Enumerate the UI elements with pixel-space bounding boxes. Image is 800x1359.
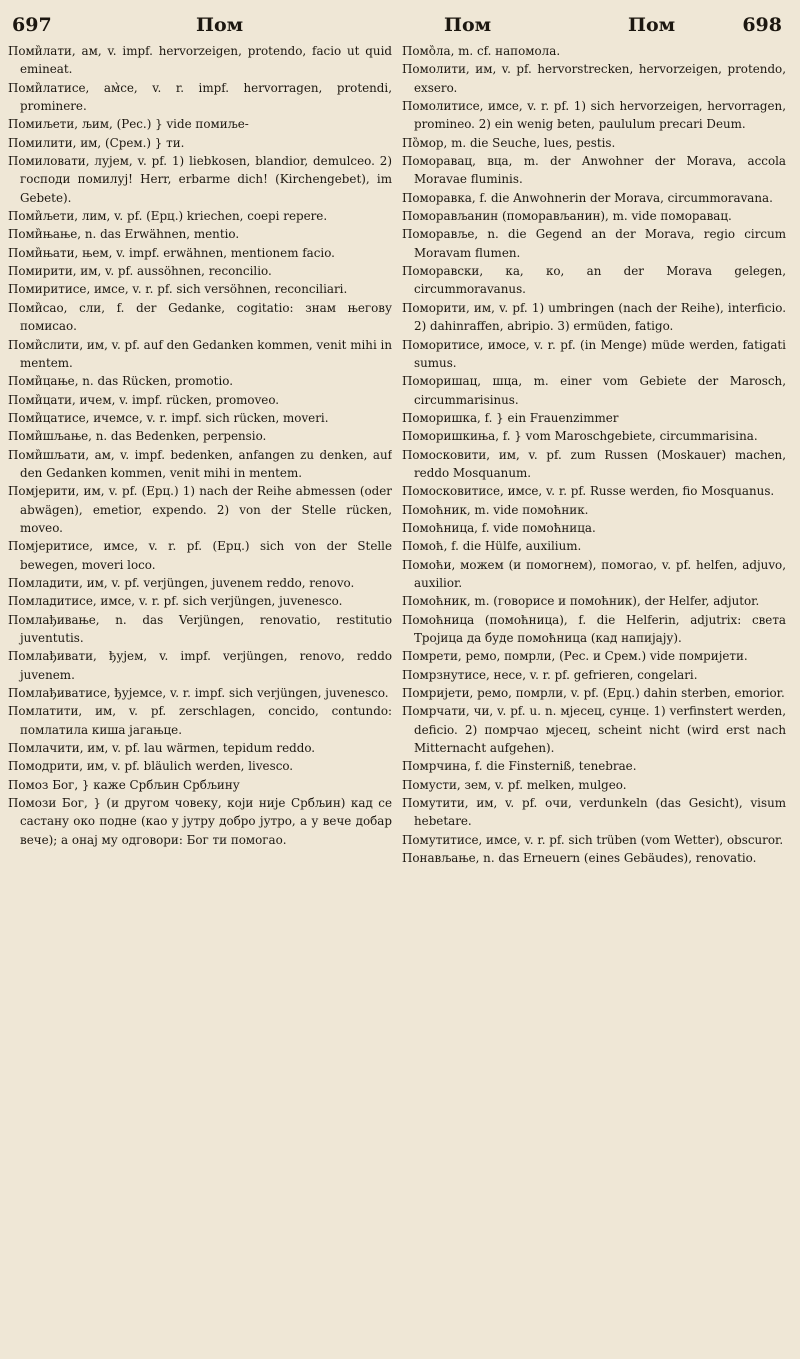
dictionary-entry: По̏мор, m. die Seuche, lues, pestis. (402, 135, 616, 150)
dictionary-entry: Понављање, n. das Erneuern (eines Gebäudes), renovatio. (402, 851, 757, 866)
dictionary-entry: Помоћ, f. die Hülfe, auxilium. (402, 539, 582, 554)
dictionary-entry: Поми̏цање, n. das Rücken, promotio. (8, 374, 233, 389)
dictionary-entry: Поморитисе, имосе, v. r. pf. (in Menge) müde werden, fatigati sumus. (402, 337, 786, 370)
dictionary-entry: Помодрити, им, v. pf. bläulich werden, livesco. (8, 759, 294, 774)
dictionary-entry: Помилити, им, (Срем.) } ти. (8, 135, 185, 150)
dictionary-entry: Поми̏лати, ам, v. impf. hervorzeigen, protendo, facio ut quid emineat. (8, 44, 392, 77)
dictionary-entry: Помлатити, им, v. pf. zerschlagen, concido, contundo: помлатила киша јагањце. (8, 704, 392, 737)
dictionary-entry: Помолитисе, имсе, v. r. pf. 1) sich hervorzeigen, hervorragen, promineo. 2) ein wenig beten, paululum precari Deum. (402, 99, 786, 132)
dictionary-entry: Помо̏ла, m. cf. напомола. (402, 44, 561, 58)
dictionary-entry: Поморавац, вца, m. der Anwohner der Morava, accola Moravae fluminis. (402, 154, 786, 187)
dictionary-entry: Помусти, зем, v. pf. melken, mulgeo. (402, 777, 627, 792)
dictionary-entry: Помоћница (помоћница), f. die Helferin, adjutrix: света Тројица да буде помоћница (кад напијају). (402, 612, 786, 645)
dictionary-entry: Помиритисе, имсе, v. r. pf. sich versöhnen, reconciliari. (8, 282, 348, 297)
dictionary-entry: Помријети, ремо, помрли, v. pf. (Ерц.) dahin sterben, emorior. (402, 686, 785, 701)
right-column (402, 42, 786, 1352)
dictionary-entry: Помирити, им, v. pf. aussöhnen, reconcilio. (8, 264, 272, 279)
dictionary-entry: Помоћи, можем (и помогнем), помогао, v. pf. helfen, adjuvo, auxilior. (402, 557, 786, 590)
dictionary-entry: Помози Бог, } (и другом човеку, који није Србљин) кад се састану око подне (као у јутру добро јутро, а у вече добар вече); а онај му одговори: Бог ти помогао. (8, 796, 392, 847)
dictionary-entry: Поми̏шљање, n. das Bedenken, perpensio. (8, 429, 267, 444)
dictionary-entry: Поморишкиња, f. } vom Maroschgebiete, circummarisina. (402, 429, 758, 444)
page-header (8, 8, 786, 42)
dictionary-entry: Поморишац, шца, m. einer vom Gebiete der Marosch, circummarisinus. (402, 374, 786, 407)
dictionary-entry: Поми̏цатисе, ичемсе, v. r. impf. sich rücken, moveri. (8, 410, 329, 425)
dictionary-entry: Помлађиватисе, ђујемсе, v. r. impf. sich verjüngen, juvenesco. (8, 686, 389, 701)
running-headword-right-2: Пом (628, 14, 676, 36)
page-number-left: 697 (12, 14, 52, 36)
dictionary-entry: Помрчати, чи, v. pf. u. n. мјесец, сунце. 1) verfinstert werden, deficio. 2) помрчао мјесец, scheint nicht (wird erst nach Mitternacht aufgehen). (402, 704, 786, 756)
running-headword-right-1: Пом (444, 14, 492, 36)
dictionary-entry: Помладитисе, имсе, v. r. pf. sich verjüngen, juvenesco. (8, 594, 343, 609)
dictionary-entry: Поми̏латисе, ам̀се, v. r. impf. hervorragen, protendi, prominere. (8, 80, 392, 114)
dictionary-entry: Поморишка, f. } ein Frauenzimmer (402, 410, 619, 425)
dictionary-entry: Помоћник, m. vide помоћник. (402, 502, 589, 517)
dictionary-entry: Помутити, им, v. pf. очи, verdunkeln (das Gesicht), visum hebetare. (402, 796, 786, 829)
dictionary-entry: Помоћник, m. (говорисе и помоћник), der Helfer, adjutor. (402, 594, 760, 609)
dictionary-entry: Помоћница, f. vide помоћница. (402, 520, 596, 535)
dictionary-entry: Поми̏слити, им, v. pf. auf den Gedanken kommen, venit mihi in mentem. (8, 337, 392, 370)
dictionary-entry: Поми̏љети, лим, v. pf. (Ерц.) kriechen, coepi repere. (8, 209, 328, 224)
dictionary-entry: Помолити, им, v. pf. hervorstrecken, hervorzeigen, protendo, exsero. (402, 62, 786, 95)
dictionary-entry: Поморавље, n. die Gegend an der Morava, regio circum Moravam flumen. (402, 227, 786, 260)
dictionary-entry: Помосковитисе, имсе, v. r. pf. Russe werden, fio Mosquanus. (402, 484, 775, 499)
dictionary-entry: Помјерити, им, v. pf. (Ерц.) 1) nach der Reihe abmessen (oder abwägen), emetior, expendo. 2) von der Stelle rücken, moveo. (8, 484, 392, 535)
running-headword-left: Пом (196, 14, 244, 36)
dictionary-entry: Помиљети, љим, (Рес.) } vide помиље- (8, 117, 249, 132)
dictionary-entry: Помладити, им, v. pf. verjüngen, juvenem reddo, renovo. (8, 575, 355, 590)
dictionary-entry: Помрчина, f. die Finsterniß, tenebrae. (402, 759, 637, 774)
page-number-right: 698 (742, 14, 782, 36)
dictionary-entry: Помрзнутисе, несе, v. r. pf. gefrieren, congelari. (402, 667, 698, 682)
dictionary-entry: Помосковити, им, v. pf. zum Russen (Moskauer) machen, reddo Mosquanum. (402, 447, 786, 480)
dictionary-entry: Поми̏њати, њем, v. impf. erwähnen, mentionem facio. (8, 245, 335, 260)
dictionary-entry: Помлађивати, ђујем, v. impf. verjüngen, renovo, reddo juvenem. (8, 649, 392, 682)
dictionary-entry: Помлачити, им, v. pf. lau wärmen, tepidum reddo. (8, 741, 316, 756)
dictionary-entry: Поми̏цати, ичем, v. impf. rücken, promoveo. (8, 392, 280, 407)
dictionary-entry: Поми̏њање, n. das Erwähnen, mentio. (8, 227, 240, 242)
dictionary-entry: Помлађивање, n. das Verjüngen, renovatio, restitutio juventutis. (8, 612, 392, 645)
columns (8, 42, 786, 1352)
dictionary-entry: Поморавка, f. die Anwohnerin der Morava, circummoravana. (402, 190, 773, 205)
dictionary-entry: Поморавски, ка, ко, an der Morava gelegen, circummoravanus. (402, 264, 786, 297)
dictionary-entry: Поми̏сао, сли, f. der Gedanke, cogitatio: знам његову помисао. (8, 300, 392, 334)
dictionary-entry: Помрети, ремо, помрли, (Рес. и Срем.) vide помријети. (402, 649, 748, 664)
dictionary-entry: Помјеритисе, имсе, v. r. pf. (Ерц.) sich von der Stelle bewegen, moveri loco. (8, 539, 392, 572)
dictionary-entry: Помутитисе, имсе, v. r. pf. sich trüben (vom Wetter), obscuror. (402, 832, 784, 847)
dictionary-entry: Поморити, им, v. pf. 1) umbringen (nach der Reihe), interficio. 2) dahinraffen, abripio. 3) ermüden, fatigo. (402, 300, 786, 334)
dictionary-entry: Помиловати, лујем, v. pf. 1) liebkosen, blandior, demulceo. 2) господи помилуј! Herr, erbarme dich! (Kirchengebet), im Gebete). (8, 154, 392, 205)
dictionary-entry: Поморављанин (поморављанин), m. vide поморавац. (402, 209, 732, 224)
left-column (8, 42, 392, 1352)
dictionary-entry: Помоз Бог, } каже Србљин Србљину (8, 777, 240, 792)
dictionary-entry: Поми̏шљати, ам, v. impf. bedenken, anfangen zu denken, auf den Gedanken kommen, venit mihi in mentem. (8, 447, 392, 480)
